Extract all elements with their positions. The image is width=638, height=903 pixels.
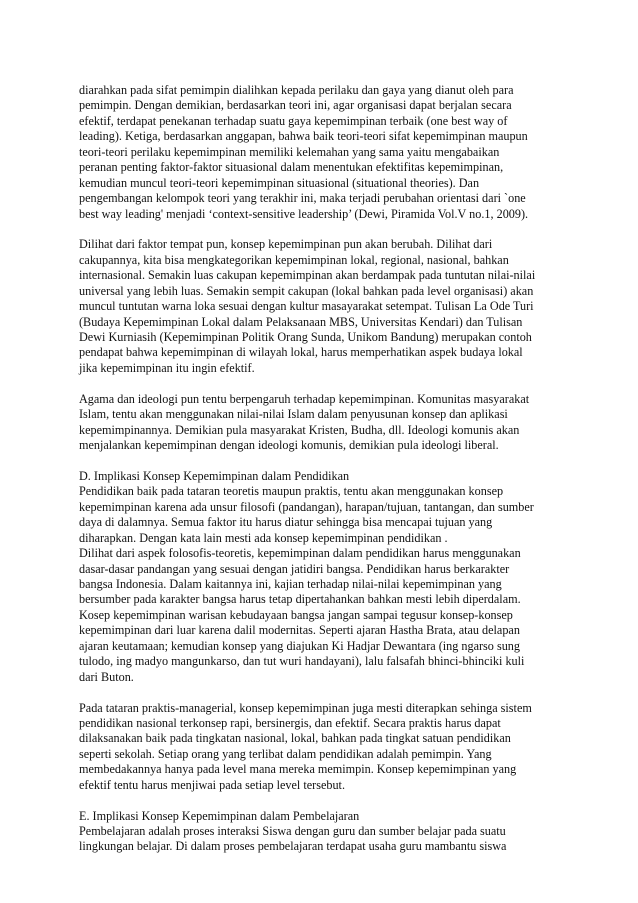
text-line: muncul tuntutan warna loka sesuai dengan kultur masayarakat setempat. Tulisan La Ode Turi bbox=[79, 299, 534, 314]
text-line: universal yang lebih luas. Semakin sempit cakupan (lokal bahkan pada level organisasi) akan bbox=[79, 283, 534, 298]
paragraph bbox=[79, 83, 567, 222]
text-line: pendapat bahwa kepemimpinan di wilayah lokal, harus memperhatikan aspek budaya lokal bbox=[79, 345, 523, 360]
section-heading: D. Implikasi Konsep Kepemimpinan dalam Pendidikan bbox=[79, 468, 350, 483]
text-line: lingkungan belajar. Di dalam proses pembelajaran terdapat usaha guru mambantu siswa bbox=[79, 839, 507, 854]
section-d bbox=[79, 469, 567, 685]
text-line: efektif, terdapat penekanan terhadap suatu gaya kepemimpinan terbaik (one best way of bbox=[79, 113, 508, 128]
text-line: Kosep kepemimpinan warisan kebudayaan bangsa jangan sampai tegusur konsep-konsep bbox=[79, 607, 513, 622]
text-line: pemimpin. Dengan demikian, berdasarkan teori ini, agar organisasi dapat berjalan secara bbox=[79, 98, 512, 113]
section-heading: E. Implikasi Konsep Kepemimpinan dalam Pembelajaran bbox=[79, 808, 360, 823]
paragraph-gap bbox=[79, 685, 567, 700]
text-line: bangsa Indonesia. Dalam kaitannya ini, kajian terhadap nilai-nilai kepemimpinan yang bbox=[79, 577, 502, 591]
text-line: bersumber pada karakter bangsa harus tetap dipertahankan bahkan mesti lebih diperdalam. bbox=[79, 592, 521, 607]
text-line: Pembelajaran adalah proses interaksi Siswa dengan guru dan sumber belajar pada suatu bbox=[79, 824, 506, 838]
text-line: (Budaya Kepemimpinan Lokal dalam Pelaksanaan MBS, Universitas Kendari) dan Tulisan bbox=[79, 314, 523, 329]
text-line: leading). Ketiga, berdasarkan anggapan, bahwa baik teori-teori sifat kepemimpinan maupun bbox=[79, 129, 528, 144]
paragraph-gap bbox=[79, 376, 567, 391]
text-line: tulodo, ing madyo mangunkarso, dan tut wuri handayani), lalu falsafah bhinci-bhinciki kuli bbox=[79, 654, 525, 669]
text-line: cakupannya, kita bisa mengkategorikan kepemimpinan lokal, regional, nasional, bahkan bbox=[79, 252, 509, 267]
text-line: Pada tataran praktis-managerial, konsep kepemimpinan juga mesti diterapkan sehinga sistem bbox=[79, 700, 532, 715]
paragraph-gap bbox=[79, 222, 567, 237]
text-line: kepemimpinannya. Demikian pula masyarakat Kristen, Budha, dll. Ideologi komunis akan bbox=[79, 422, 520, 437]
section-e bbox=[79, 809, 567, 855]
text-line: teori-teori perilaku kepemimpinan memiliki kelemahan yang sama yaitu mengabaikan bbox=[79, 144, 500, 159]
text-line: diarahkan pada sifat pemimpin dialihkan kepada perilaku dan gaya yang dianut oleh para bbox=[79, 83, 514, 97]
text-line: pendidikan nasional terkonsep rapi, bersinergis, dan efektif. Secara praktis harus dapat bbox=[79, 715, 501, 730]
paragraph bbox=[79, 392, 567, 454]
text-line: jika kepemimpinan itu ingin efektif. bbox=[79, 360, 255, 375]
text-line: dari Buton. bbox=[79, 669, 134, 684]
text-line: kepemimpinan dari luar karena dalil modernitas. Seperti ajaran Hastha Brata, atau delapan bbox=[79, 623, 520, 638]
text-line: ajaran keutamaan; kemudian konsep yang diajukan Ki Hadjar Dewantara (ing ngarso sung bbox=[79, 638, 520, 653]
text-line: diharapkan. Dengan kata lain mesti ada konsep kepemimpinan pendidikan . bbox=[79, 530, 448, 545]
paragraph-gap bbox=[79, 454, 567, 469]
text-line: internasional. Semakin luas cakupan kepemimpinan akan berdampak pada tuntutan nilai-nilai bbox=[79, 268, 536, 283]
text-line: Agama dan ideologi pun tentu berpengaruh terhadap kepemimpinan. Komunitas masyarakat bbox=[79, 391, 530, 406]
text-line: dilaksanakan baik pada tingkatan nasional, lokal, bahkan pada tingkat satuan pendidikan bbox=[79, 731, 511, 746]
text-line: membedakannya hanya pada level mana mereka memimpin. Konsep kepemimpinan yang bbox=[79, 762, 517, 777]
paragraph-gap bbox=[79, 793, 567, 808]
document-page bbox=[79, 83, 567, 855]
text-line: efektif tentu harus menjiwai pada setiap level tersebut. bbox=[79, 777, 345, 792]
text-line: Dilihat dari aspek folosofis-teoretis, kepemimpinan dalam pendidikan harus menggunakan bbox=[79, 546, 521, 561]
text-line: seperti sekolah. Setiap orang yang terlibat dalam pendidikan adalah pemimpin. Yang bbox=[79, 746, 492, 761]
paragraph bbox=[79, 237, 567, 376]
text-line: kepemimpinan karena ada unsur filosofi (pandangan), harapan/tujuan, tantangan, dan sumber bbox=[79, 499, 534, 514]
text-line: best way leading' menjadi ‘context-sensitive leadership’ (Dewi, Piramida Vol.V no.1, 2009). bbox=[79, 206, 529, 221]
paragraph bbox=[79, 701, 567, 794]
text-line: daya di dalamnya. Semua faktor itu harus diatur sehingga bisa mencapai tujuan yang bbox=[79, 515, 493, 530]
text-line: Dilihat dari faktor tempat pun, konsep kepemimpinan pun akan berubah. Dilihat dari bbox=[79, 237, 493, 252]
text-line: menjalankan kepemimpinan dengan ideologi komunis, demikian pula ideologi liberal. bbox=[79, 438, 499, 453]
text-line: Islam, tentu akan menggunakan nilai-nilai Islam dalam penyusunan konsep dan aplikasi bbox=[79, 407, 508, 422]
text-line: Pendidikan baik pada tataran teoretis maupun praktis, tentu akan menggunakan konsep bbox=[79, 484, 504, 499]
text-line: peranan penting faktor-faktor situasional dalam menentukan efektifitas kepemimpinan, bbox=[79, 160, 504, 175]
text-line: Dewi Kurniasih (Kepemimpinan Politik Orang Sunda, Unikom Bandung) merupakan contoh bbox=[79, 330, 532, 344]
text-line: dasar-dasar pandangan yang sesuai dengan jatidiri bangsa. Pendidikan harus berkarakter bbox=[79, 561, 510, 576]
text-line: kemudian muncul teori-teori kepemimpinan situasional (situational theories). Dan bbox=[79, 175, 480, 190]
text-line: pengembangan kelompok teori yang terakhir ini, maka terjadi perubahan orientasi dari `one bbox=[79, 191, 526, 206]
